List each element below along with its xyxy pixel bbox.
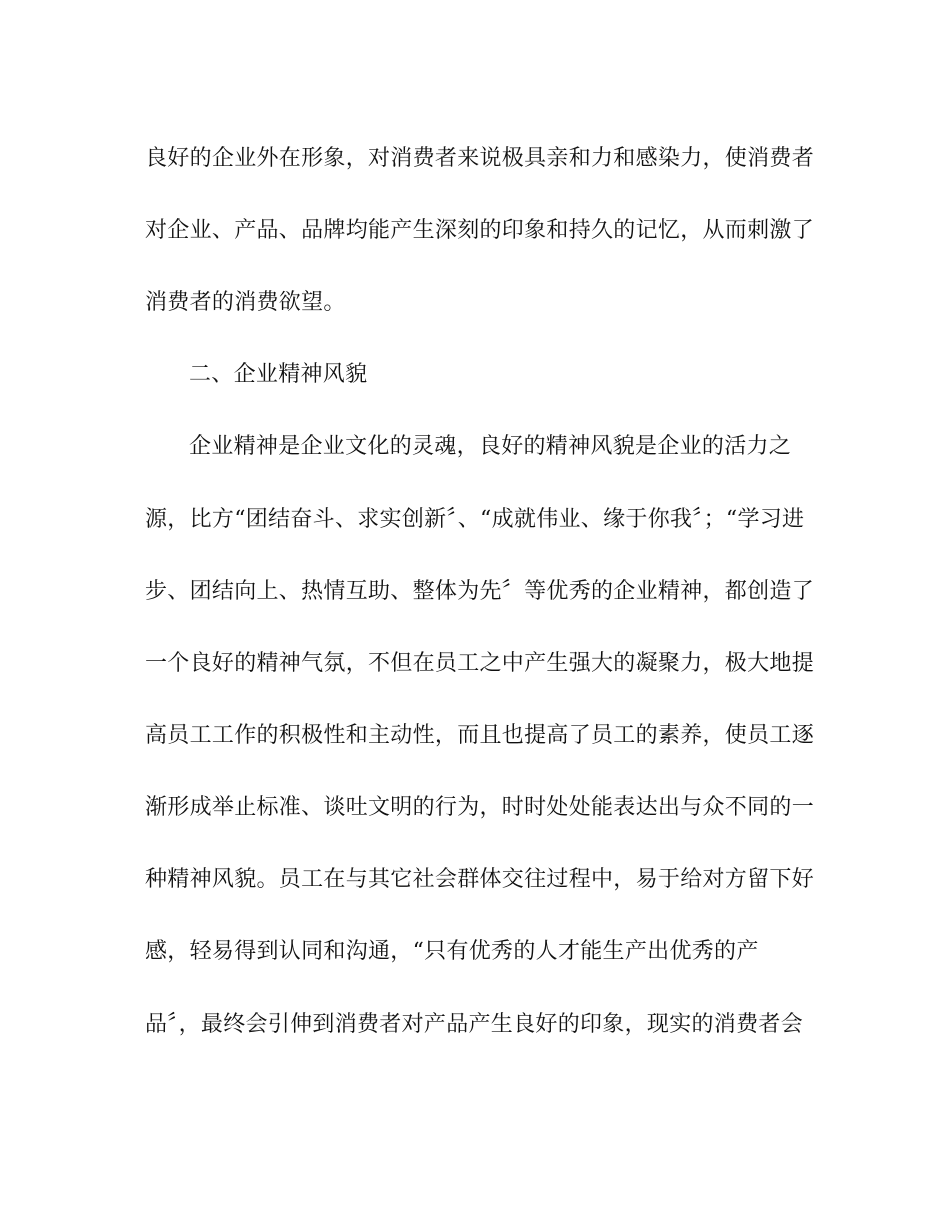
section-heading: 二、企业精神风貌 [189, 362, 368, 387]
paragraph-line: 一个良好的精神气氛，不但在员工之中产生强大的凝聚力，极大地提 [145, 651, 815, 676]
paragraph-line: 高员工工作的积极性和主动性，而且也提高了员工的素养，使员工逐 [145, 723, 815, 748]
paragraph-line: 感，轻易得到认同和沟通，“只有优秀的人才能生产出优秀的产 [145, 939, 759, 964]
paragraph-line: 良好的企业外在形象，对消费者来说极具亲和力和感染力，使消费者 [145, 146, 815, 171]
paragraph-line: 对企业、产品、品牌均能产生深刻的印象和持久的记忆，从而刺激了 [145, 218, 815, 243]
paragraph-line: 源，比方“团结奋斗、求实创新〞、“成就伟业、缘于你我〞；“学习进 [145, 507, 805, 532]
paragraph-line: 品〞，最终会引伸到消费者对产品产生良好的印象，现实的消费者会 [145, 1012, 804, 1037]
paragraph-line: 步、团结向上、热情互助、整体为先〞等优秀的企业精神，都创造了 [145, 579, 815, 604]
paragraph-line: 种精神风貌。员工在与其它社会群体交往过程中，易于给对方留下好 [145, 867, 815, 892]
paragraph-line: 渐形成举止标准、谈吐文明的行为，时时处处能表达出与众不同的一 [145, 795, 815, 820]
paragraph-line: 消费者的消费欲望。 [145, 290, 346, 315]
paragraph-line: 企业精神是企业文化的灵魂，良好的精神风貌是企业的活力之 [189, 434, 792, 459]
